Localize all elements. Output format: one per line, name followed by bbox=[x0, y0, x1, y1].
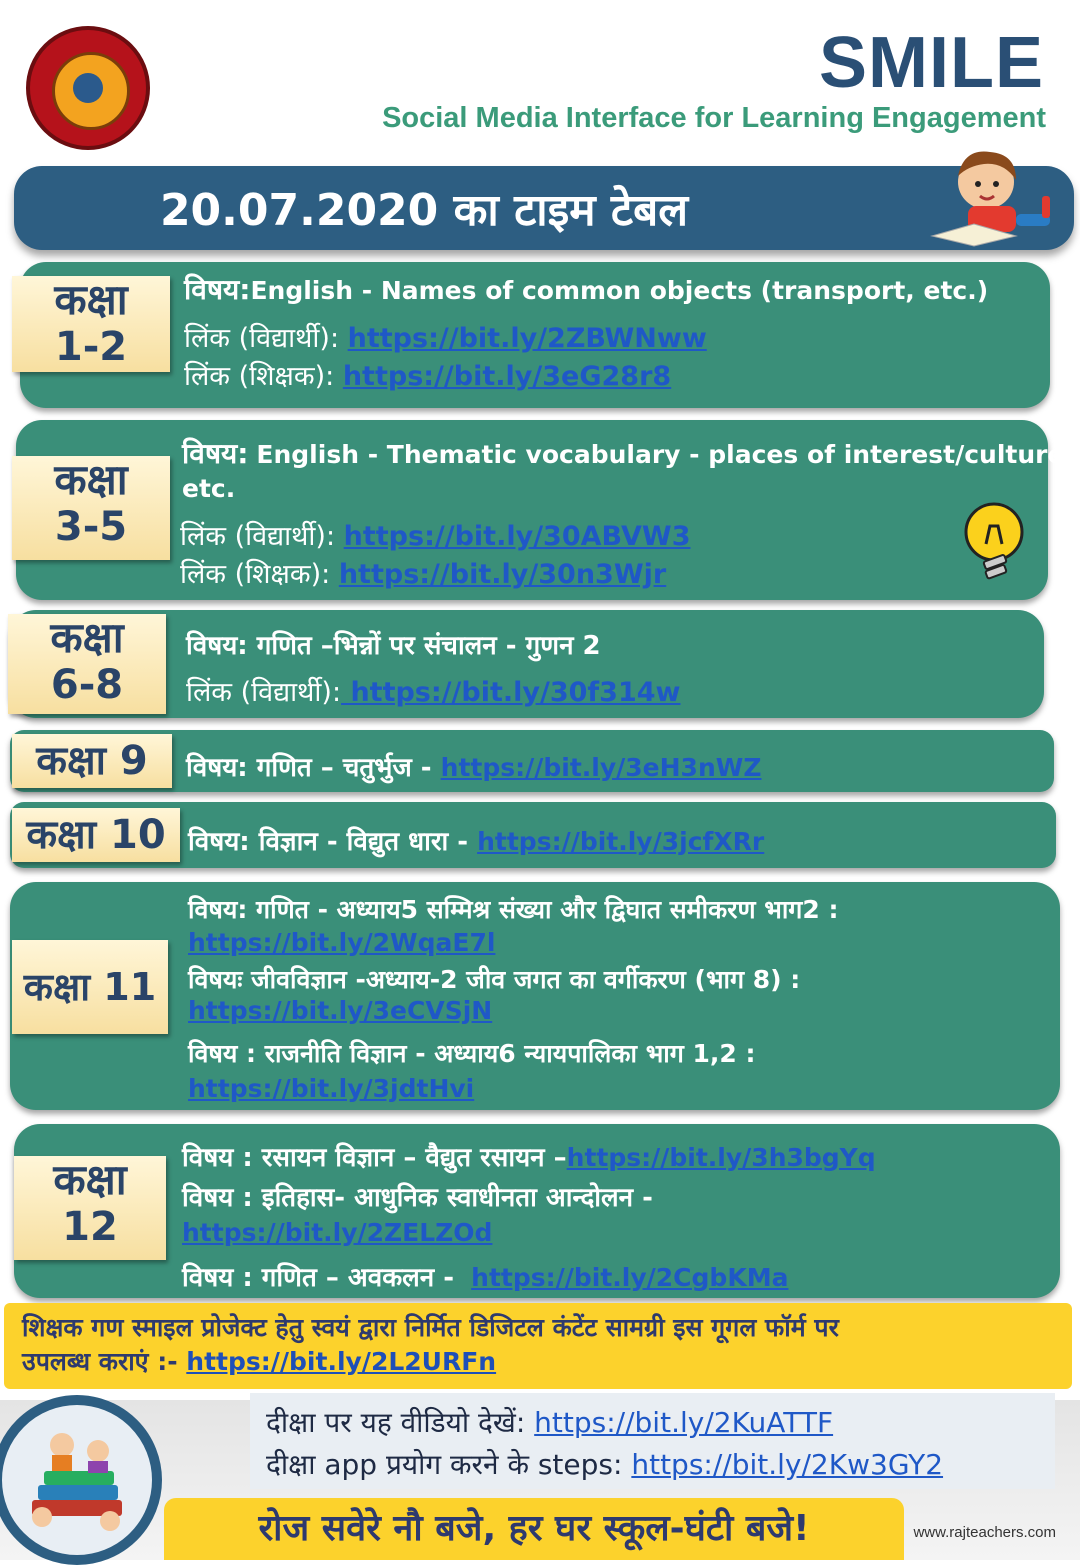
student-link[interactable]: https://bit.ly/30f314w bbox=[341, 677, 681, 708]
class-label-word: कक्षा bbox=[54, 455, 128, 504]
subject-link[interactable]: https://bit.ly/3jcfXRr bbox=[477, 827, 765, 856]
class-3-5-label bbox=[12, 456, 170, 560]
class-11-entry-2: विषयः जीवविज्ञान -अध्याय-2 जीव जगत का वर्गीकरण (भाग 8) : bbox=[188, 965, 801, 994]
teacher-link-label: लिंक (शिक्षक): bbox=[184, 361, 335, 392]
rajasthan-emblem-logo bbox=[26, 26, 150, 150]
class-11-label: कक्षा 11 bbox=[12, 940, 168, 1034]
class-label-word: कक्षा bbox=[50, 613, 124, 662]
class-3-5-subject bbox=[182, 434, 1074, 472]
subject-text: विषय : गणित – अवकलन - bbox=[182, 1263, 464, 1293]
class-12-entry-1 bbox=[182, 1138, 876, 1174]
diksha-video-label: दीक्षा पर यह वीडियो देखें: bbox=[266, 1406, 535, 1439]
kids-reading-books-illustration bbox=[0, 1395, 162, 1565]
timetable-title: 20.07.2020 का टाइम टेबल bbox=[159, 185, 689, 236]
diksha-app-link[interactable]: https://bit.ly/2Kw3GY2 bbox=[631, 1448, 944, 1481]
slogan-text: रोज सवेरे नौ बजे, हर घर स्कूल-घंटी बजे! bbox=[258, 1508, 810, 1549]
page-subtitle: Social Media Interface for Learning Engagement bbox=[382, 102, 1046, 134]
class-9-label: कक्षा 9 bbox=[12, 734, 172, 788]
teacher-notice-box bbox=[4, 1303, 1072, 1389]
student-link[interactable]: https://bit.ly/2ZBWNww bbox=[347, 323, 707, 354]
diksha-app-label: दीक्षा app प्रयोग करने के steps: bbox=[266, 1448, 632, 1481]
class-3-5-teacher-link-row bbox=[180, 554, 666, 591]
subject-text: विषय: गणित – चतुर्भुज - bbox=[186, 753, 441, 783]
class-1-2-student-link-row bbox=[184, 318, 707, 355]
class-label-word: कक्षा bbox=[53, 1155, 127, 1204]
subject-prefix: विषय: bbox=[182, 437, 249, 470]
class-12-label bbox=[14, 1156, 166, 1260]
subject-text: English - Names of common objects (transport, etc.) bbox=[250, 276, 989, 305]
student-link[interactable]: https://bit.ly/30ABVW3 bbox=[343, 521, 691, 552]
subject-prefix: विषय: bbox=[184, 273, 251, 306]
class-1-2-teacher-link-row bbox=[184, 356, 671, 393]
website-credit: www.rajteachers.com bbox=[913, 1524, 1056, 1541]
student-link-label: लिंक (विद्यार्थी): bbox=[186, 677, 342, 708]
notice-line-2 bbox=[22, 1345, 1062, 1379]
class-11-link-1[interactable]: https://bit.ly/2WqaE7l bbox=[188, 928, 496, 957]
diksha-video-row bbox=[266, 1403, 833, 1441]
class-12-link-2[interactable]: https://bit.ly/2ZELZOd bbox=[182, 1218, 493, 1247]
google-form-link[interactable]: https://bit.ly/2L2URFn bbox=[186, 1346, 497, 1376]
class-1-2-subject bbox=[184, 270, 988, 308]
student-link-label: लिंक (विद्यार्थी): bbox=[180, 521, 336, 552]
teacher-notice-text bbox=[22, 1311, 1062, 1379]
notice-line-1: शिक्षक गण स्माइल प्रोजेक्ट हेतु स्वयं द्वारा निर्मित डिजिटल कंटेंट सामग्री इस गूगल फॉर्म पर bbox=[22, 1313, 839, 1342]
notice-line-2-text: उपलब्ध कराएं :- bbox=[22, 1346, 187, 1376]
diksha-links-box bbox=[250, 1393, 1055, 1489]
class-label-number: 3-5 bbox=[54, 504, 128, 551]
class-10-subject-row bbox=[188, 822, 764, 858]
class-label-number: 6-8 bbox=[50, 662, 124, 709]
teacher-link[interactable]: https://bit.ly/30n3Wjr bbox=[338, 559, 667, 590]
subject-link[interactable]: https://bit.ly/2CgbKMa bbox=[471, 1263, 789, 1292]
class-label-word: कक्षा bbox=[54, 275, 128, 324]
student-link-label: लिंक (विद्यार्थी): bbox=[184, 323, 340, 354]
class-3-5-student-link-row bbox=[180, 516, 690, 553]
slogan-banner bbox=[164, 1498, 904, 1560]
class-11-entry-3: विषय : राजनीति विज्ञान - अध्याय6 न्यायपालिका भाग 1,2 : bbox=[188, 1039, 756, 1068]
class-6-8-label bbox=[8, 614, 166, 714]
diksha-app-row bbox=[266, 1445, 943, 1483]
class-12-entry-3 bbox=[182, 1258, 788, 1294]
class-6-8-student-link-row bbox=[186, 672, 681, 709]
lightbulb-icon bbox=[950, 496, 1030, 596]
class-label-number: 1-2 bbox=[54, 324, 128, 371]
page-title: SMILE bbox=[818, 23, 1044, 103]
emblem-ring bbox=[52, 52, 130, 130]
class-label-number: 12 bbox=[62, 1204, 118, 1251]
subject-text: विषय: विज्ञान - विद्युत धारा - bbox=[188, 827, 478, 857]
subject-text: विषय : रसायन विज्ञान – वैद्युत रसायन – bbox=[182, 1143, 567, 1173]
class-3-5-subject-cont: etc. bbox=[182, 474, 236, 503]
subject-link[interactable]: https://bit.ly/3h3bgYq bbox=[566, 1143, 876, 1172]
subject-link[interactable]: https://bit.ly/3eH3nWZ bbox=[440, 753, 762, 782]
class-12-entry-2: विषय : इतिहास- आधुनिक स्वाधीनता आन्दोलन - bbox=[182, 1183, 653, 1213]
class-11-link-3[interactable]: https://bit.ly/3jdtHvi bbox=[188, 1074, 475, 1103]
reading-kid-illustration bbox=[924, 140, 1054, 250]
teacher-link[interactable]: https://bit.ly/3eG28r8 bbox=[342, 361, 672, 392]
diksha-video-link[interactable]: https://bit.ly/2KuATTF bbox=[534, 1406, 834, 1439]
subject-text: English - Thematic vocabulary - places of interest/culture, bbox=[256, 440, 1074, 469]
class-6-8-subject: विषय: गणित –भिन्नों पर संचालन - गुणन 2 bbox=[186, 631, 601, 661]
timetable-banner bbox=[14, 166, 1074, 250]
class-11-entry-1: विषय: गणित - अध्याय5 सम्मिश्र संख्या और द्विघात समीकरण भाग2 : bbox=[188, 895, 839, 924]
emblem-map-icon bbox=[73, 73, 103, 103]
class-10-label: कक्षा 10 bbox=[12, 808, 180, 862]
class-11-link-2[interactable]: https://bit.ly/3eCVSjN bbox=[188, 996, 493, 1025]
class-9-subject-row bbox=[186, 748, 761, 784]
class-1-2-label bbox=[12, 276, 170, 372]
teacher-link-label: लिंक (शिक्षक): bbox=[180, 559, 331, 590]
